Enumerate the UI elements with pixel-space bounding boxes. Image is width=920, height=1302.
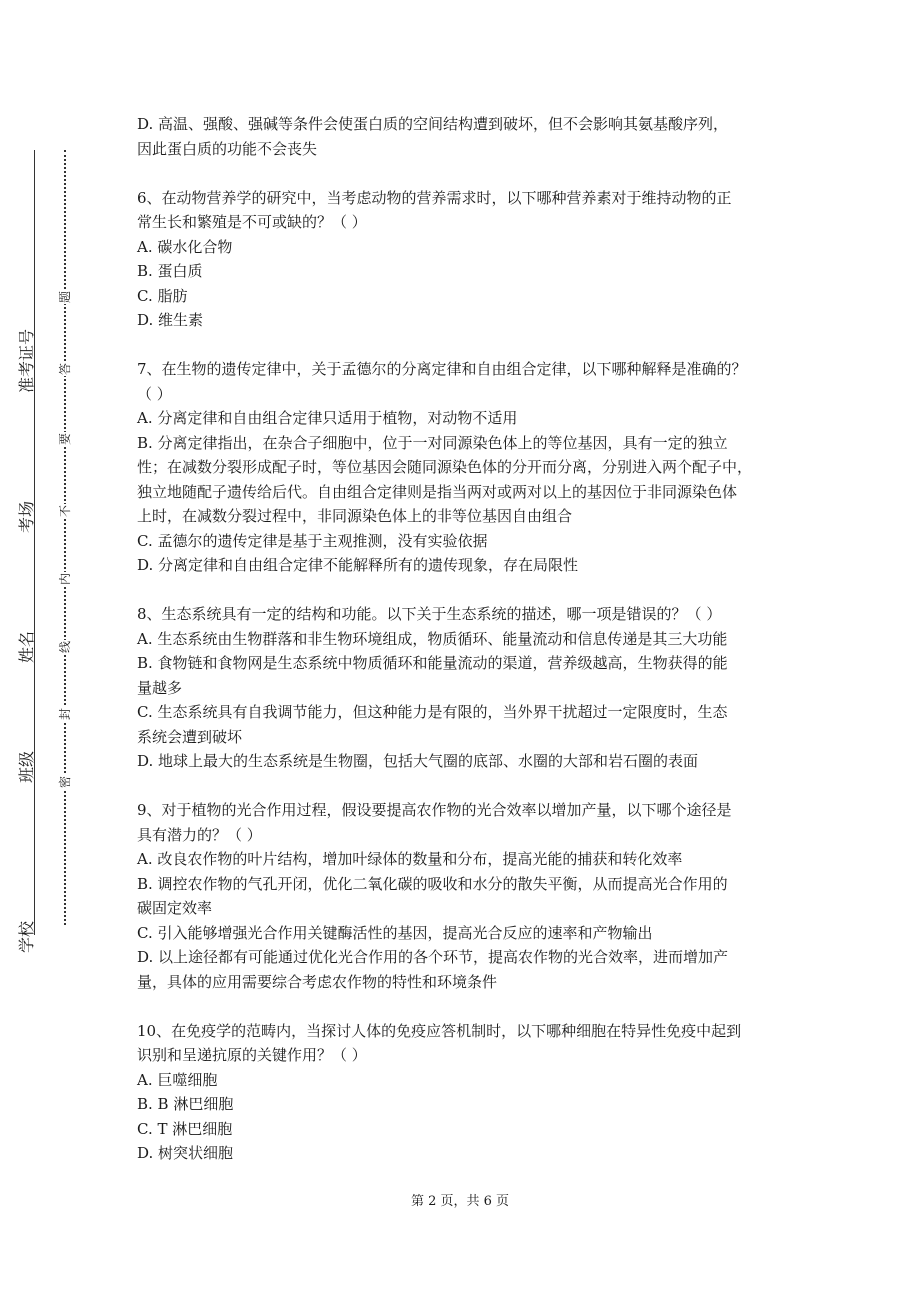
text-line: 碳固定效率: [137, 899, 213, 917]
text-line: B. 调控农作物的气孔开闭，优化二氧化碳的吸收和水分的散失平衡，从而提高光合作用的: [137, 874, 728, 893]
text-line: （ ）: [137, 384, 172, 403]
text-line: C. 生态系统具有自我调节能力，但这种能力是有限的，当外界干扰超过一定限度时，生态: [137, 703, 728, 721]
seal-word: 封: [58, 708, 72, 721]
text-line: C. 引入能够增强光合作用关键酶活性的基因，提高光合反应的速率和产物输出: [137, 923, 653, 942]
spacer: [137, 774, 787, 799]
text-line: D. 高温、强酸、强碱等条件会使蛋白质的空间结构遭到破坏，但不会影响其氨基酸序列，: [137, 115, 729, 133]
seal-word: 题: [58, 291, 72, 304]
text-line: 6、在动物营养学的研究中，当考虑动物的营养需求时，以下哪种营养素对于维持动物的正: [137, 188, 732, 207]
text-line: 10、在免疫学的范畴内，当探讨人体的免疫应答机制时，以下哪种细胞在特异性免疫中起到: [137, 1021, 742, 1040]
text-line: 识别和呈递抗原的关键作用？（ ）: [137, 1046, 367, 1064]
text-line: B. B 淋巴细胞: [137, 1095, 234, 1113]
text-line: 8、生态系统具有一定的结构和功能。以下关于生态系统的描述，哪一项是错误的？（ ）: [137, 605, 722, 623]
admission-number-label: 准考证号: [17, 328, 36, 393]
seal-word: 要: [58, 433, 72, 446]
text-line: 量越多: [137, 678, 183, 697]
question-content: [137, 112, 787, 1166]
text-line: A. 分离定律和自由组合定律只适用于植物，对动物不适用: [137, 409, 518, 427]
text-line: C. 脂肪: [137, 286, 188, 305]
text-line: 常生长和繁殖是不可或缺的？（ ）: [137, 213, 367, 231]
text-line: B. 分离定律指出，在杂合子细胞中，位于一对同源染色体上的等位基因，具有一定的独立: [137, 433, 728, 452]
seal-word: 内: [58, 573, 72, 586]
spacer: [137, 161, 787, 186]
page-footer: 第 2 页，共 6 页: [410, 1194, 510, 1209]
name-label: 姓名: [17, 630, 36, 663]
seal-word: 线: [58, 641, 72, 654]
fill-in-rule: [34, 150, 36, 935]
text-line: 上时，在减数分裂过程中，非同源染色体上的非等位基因自由组合: [137, 507, 573, 525]
text-line: B. 蛋白质: [137, 262, 203, 280]
text-line: A. 生态系统由生物群落和非生物环境组成，物质循环、能量流动和信息传递是其三大功能: [137, 629, 728, 648]
text-line: C. T 淋巴细胞: [137, 1119, 233, 1138]
text-line: D. 树突状细胞: [137, 1144, 234, 1162]
school-label: 学校: [17, 920, 36, 953]
text-line: A. 巨噬细胞: [137, 1070, 218, 1089]
text-line: C. 孟德尔的遗传定律是基于主观推测，没有实验依据: [137, 531, 488, 550]
text-line: 7、在生物的遗传定律中，关于孟德尔的分离定律和自由组合定律，以下哪种解释是准确的？: [137, 360, 747, 378]
text-line: D. 以上途径都有可能通过优化光合作用的各个环节，提高农作物的光合效率，进而增加产: [137, 948, 729, 966]
text-line: 9、对于植物的光合作用过程，假设要提高农作物的光合效率以增加产量，以下哪个途径是: [137, 801, 732, 819]
spacer: [137, 578, 787, 603]
text-line: D. 维生素: [137, 311, 204, 329]
text-line: 系统会遭到破坏: [137, 727, 243, 746]
seal-word: 密: [58, 776, 72, 789]
text-line: A. 碳水化合物: [137, 237, 233, 256]
seal-word: 答: [58, 363, 72, 376]
text-line: 独立地随配子遗传给后代。自由组合定律则是指当两对或两对以上的基因位于非同源染色体: [137, 482, 738, 501]
text-line: 量，具体的应用需要综合考虑农作物的特性和环境条件: [137, 972, 498, 991]
text-line: 具有潜力的？（ ）: [137, 825, 262, 844]
seal-word: 不: [58, 505, 72, 518]
text-line: B. 食物链和食物网是生态系统中物质循环和能量流动的渠道，营养级越高，生物获得的能: [137, 654, 728, 672]
spacer: [137, 994, 787, 1019]
seal-dotted-line: [64, 150, 67, 925]
text-line: 因此蛋白质的功能不会丧失: [137, 139, 318, 158]
spacer: [137, 333, 787, 358]
text-line: A. 改良农作物的叶片结构，增加叶绿体的数量和分布，提高光能的捕获和转化效率: [137, 850, 683, 868]
exam-room-label: 考场: [17, 500, 36, 533]
class-label: 班级: [17, 750, 36, 783]
text-line: D. 分离定律和自由组合定律不能解释所有的遗传现象，存在局限性: [137, 556, 579, 574]
text-line: 性；在减数分裂形成配子时，等位基因会随同源染色体的分开而分离，分别进入两个配子中，: [137, 458, 753, 476]
text-line: D. 地球上最大的生态系统是生物圈，包括大气圈的底部、水圈的大部和岩石圈的表面: [137, 752, 699, 770]
binding-margin-labels: [12, 140, 42, 960]
